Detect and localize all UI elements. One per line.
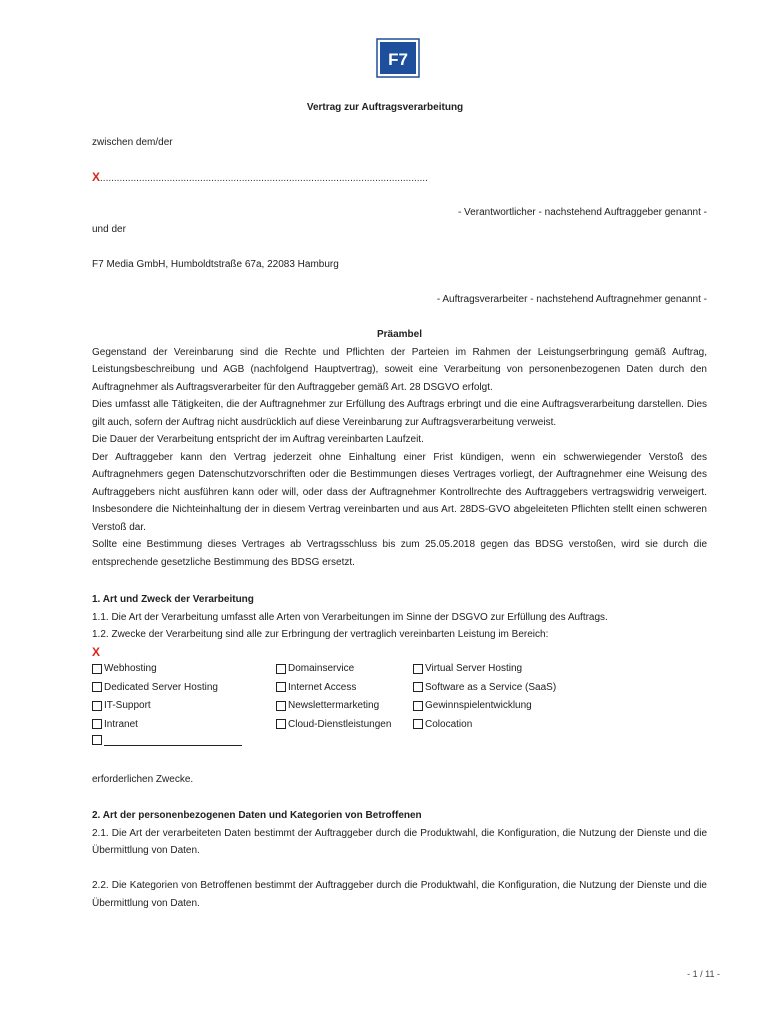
checkbox-intranet[interactable]: Intranet	[92, 716, 138, 734]
checkbox-icon	[92, 719, 102, 729]
checkbox-icon	[413, 701, 423, 711]
preamble-paragraph: Die Dauer der Verarbeitung entspricht der im Auftrag vereinbarten Laufzeit.	[92, 434, 424, 445]
logo-text: F7	[388, 50, 408, 69]
checkbox-icon	[413, 664, 423, 674]
section-2	[92, 807, 707, 912]
processor-role: - Auftragsverarbeiter - nachstehend Auftragnehmer genannt -	[436, 294, 707, 305]
and-label: und der	[92, 224, 126, 235]
checkbox-newslettermarketing[interactable]: Newslettermarketing	[276, 697, 379, 715]
checkbox-icon	[276, 701, 286, 711]
preamble-paragraph: Der Auftraggeber kann den Vertrag jederzeit ohne Einhaltung einer Frist kündigen, wenn ein schwerwiegender Verstoß des Auftragnehmers gegen Datenschutzvorschriften oder die Bestimmungen dieses Vertrages vorliegt, der Auftragnehmer eine Weisung des Auftraggebers nicht ausführen kann oder will, oder dass der Auftragnehmer Kontrollrechte des Auftraggebers vertragswidrig verweigert. Insbesondere die Nichteinhaltung der in diesem Vertrag vereinbarten und aus Art. 28DS-GVO abgeleiteten Pflichten stellt einen schweren Verstoß dar.	[92, 451, 707, 533]
checkbox-icon	[276, 664, 286, 674]
checkbox-icon	[92, 735, 102, 745]
section-2-1: 2.1. Die Art der verarbeiteten Daten bestimmt der Auftraggeber durch die Produktwahl, die Konfiguration, die Nutzung der Dienste und die Übermittlung von Daten.	[92, 827, 707, 856]
purpose-checkbox-grid	[92, 660, 612, 753]
checkbox-colocation[interactable]: Colocation	[413, 716, 472, 734]
checkbox-saas[interactable]: Software as a Service (SaaS)	[413, 679, 556, 697]
section-1-1: 1.1. Die Art der Verarbeitung umfasst alle Arten von Verarbeitungen im Sinne der DSGVO zur Erfüllung des Auftrags.	[92, 611, 608, 623]
section-1	[92, 591, 707, 662]
checkbox-icon	[92, 664, 102, 674]
checkbox-cloud-dienstleistungen[interactable]: Cloud-Dienstleistungen	[276, 716, 391, 734]
other-purpose-blank[interactable]	[104, 734, 242, 746]
section-1-2: 1.2. Zwecke der Verarbeitung sind alle zur Erbringung der vertraglich vereinbarten Leistung im Bereich:	[92, 629, 549, 640]
select-here-mark: X	[92, 644, 101, 659]
preamble-paragraph: Gegenstand der Vereinbarung sind die Rechte und Pflichten der Parteien im Rahmen der Leistungserbringung gemäß Auftrag, Leistungsbeschreibung und AGB (nachfolgend Hauptvertrag), soweit eine Verarbeitung von personenbezogenen Daten durch den Auftragnehmer als Auftragsverarbeiter für den Auftraggeber gemäß Art. 28 DSGVO erfolgt.	[92, 346, 707, 393]
checkbox-icon	[413, 682, 423, 692]
checkbox-icon	[92, 682, 102, 692]
checkbox-other[interactable]	[92, 734, 242, 746]
section-1-heading: 1. Art und Zweck der Verarbeitung	[92, 594, 254, 605]
required-purposes: erforderlichen Zwecke.	[92, 774, 194, 785]
controller-role: - Verantwortlicher - nachstehend Auftraggeber genannt -	[457, 207, 707, 218]
preamble-paragraph: Dies umfasst alle Tätigkeiten, die der Auftragnehmer zur Erfüllung des Auftrags erbringt und die eine Auftragsverarbeitung darstellen. Dies gilt auch, sofern der Auftrag nicht ausdrücklich auf diese Vereinbarung zur Auftragsverarbeitung verweist.	[92, 399, 707, 428]
page-number: - 1 / 11 -	[687, 969, 720, 979]
checkbox-domainservice[interactable]: Domainservice	[276, 660, 354, 678]
document-title: Vertrag zur Auftragsverarbeitung	[306, 102, 464, 113]
preamble-paragraph: Sollte eine Bestimmung dieses Vertrages ab Vertragsschluss bis zum 25.05.2018 gegen das BDSG verstoßen, wird sie durch die entsprechende gesetzliche Bestimmung des BDSG ersetzt.	[92, 539, 707, 568]
signature-dots: ......................................................................................................................	[100, 173, 428, 184]
checkbox-icon	[276, 719, 286, 729]
section-2-heading: 2. Art der personenbezogenen Daten und Kategorien von Betroffenen	[92, 810, 422, 821]
sign-here-mark: X	[92, 170, 101, 184]
checkbox-icon	[92, 701, 102, 711]
f7-logo	[376, 38, 420, 78]
checkbox-webhosting[interactable]: Webhosting	[92, 660, 157, 678]
processor-name: F7 Media GmbH, Humboldtstraße 67a, 22083 Hamburg	[92, 259, 339, 270]
preamble-section	[92, 326, 707, 571]
checkbox-icon	[276, 682, 286, 692]
checkbox-internet-access[interactable]: Internet Access	[276, 679, 356, 697]
controller-signature-field[interactable]	[92, 169, 428, 188]
between-label: zwischen dem/der	[92, 137, 173, 148]
checkbox-virtual-server-hosting[interactable]: Virtual Server Hosting	[413, 660, 522, 678]
checkbox-icon	[413, 719, 423, 729]
checkbox-it-support[interactable]: IT-Support	[92, 697, 151, 715]
preamble-heading: Präambel	[376, 329, 423, 340]
checkbox-dedicated-server-hosting[interactable]: Dedicated Server Hosting	[92, 679, 218, 697]
checkbox-gewinnspielentwicklung[interactable]: Gewinnspielentwicklung	[413, 697, 532, 715]
section-2-2: 2.2. Die Kategorien von Betroffenen bestimmt der Auftraggeber durch die Produktwahl, die Konfiguration, die Nutzung der Dienste und die Übermittlung von Daten.	[92, 880, 707, 909]
